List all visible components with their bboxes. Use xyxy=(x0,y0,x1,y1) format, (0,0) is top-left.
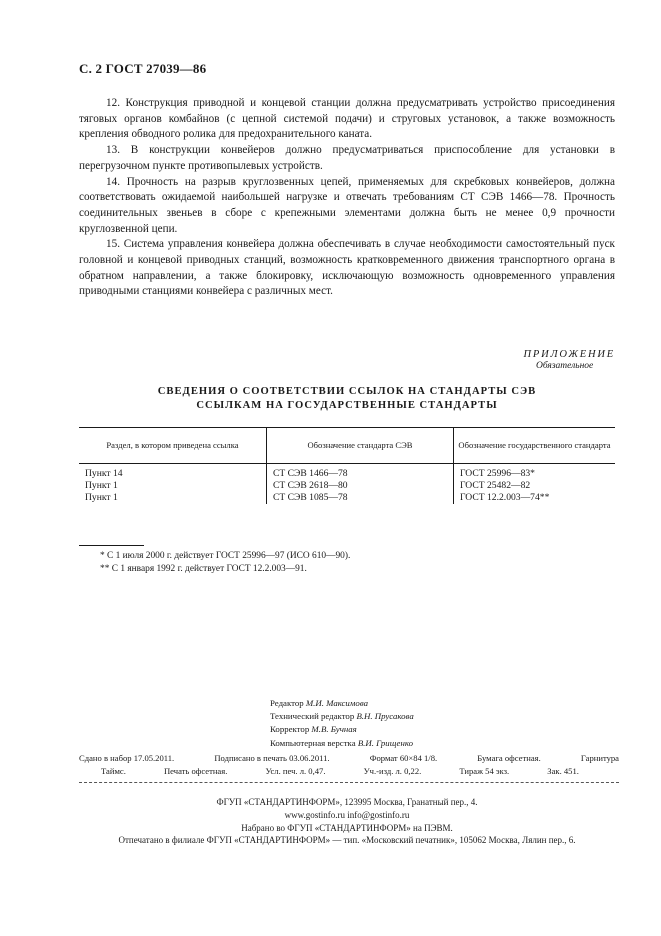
staff-line xyxy=(270,710,414,723)
table-cell-sev: СТ СЭВ 1466—78 xyxy=(267,464,454,481)
imprint-paper: Бумага офсетная. xyxy=(477,753,541,763)
staff-name: В.Н. Прусакова xyxy=(356,711,414,722)
imprint-order: Зак. 451. xyxy=(547,765,579,776)
annex-title: ПРИЛОЖЕНИЕ xyxy=(523,349,615,360)
footnote-divider xyxy=(79,545,144,546)
table-cell-section: Пункт 14 xyxy=(85,468,123,479)
staff-name: В.И. Грищенко xyxy=(357,737,413,748)
table-cell-gost: ГОСТ 25482—82 xyxy=(454,480,616,492)
paragraph-12: 12. Конструкция приводной и концевой станции должна предусматривать устройство присоединения тяговых органов комбайнов (с цепной системой подачи) и струговых установок, а также возможность крепления обводного ролика для предохранительного каната. xyxy=(79,97,615,141)
staff-line xyxy=(270,697,414,710)
imprint-row-2 xyxy=(79,765,619,778)
table-cell-sev: СТ СЭВ 2618—80 xyxy=(267,480,454,492)
page-header: С. 2 ГОСТ 27039—86 xyxy=(79,61,207,76)
table-row xyxy=(79,492,615,504)
staff-role: Корректор xyxy=(270,724,310,735)
staff-role: Редактор xyxy=(270,698,304,708)
table-cell-section: Пункт 1 xyxy=(85,492,118,503)
table-cell-gost: ГОСТ 25996—83* xyxy=(454,464,616,481)
editorial-staff xyxy=(270,697,414,750)
publisher-address: ФГУП «СТАНДАРТИНФОРМ», 123995 Москва, Гранатный пер., 4. xyxy=(216,797,478,807)
staff-role: Компьютерная верстка xyxy=(270,737,356,748)
publisher-printed: Отпечатано в филиале ФГУП «СТАНДАРТИНФОРМ» — тип. «Московский печатник», 105062 Москва, Лялин пер., 6. xyxy=(118,835,576,846)
imprint-typeface-label: Гарнитура xyxy=(580,753,619,763)
imprint-divider xyxy=(79,782,619,783)
staff-line xyxy=(270,723,414,736)
imprint-format: Формат 60×84 1/8. xyxy=(369,753,438,763)
table-row xyxy=(79,480,615,492)
table-cell-gost: ГОСТ 12.2.003—74** xyxy=(454,492,616,504)
staff-name: М.В. Бучная xyxy=(311,724,357,735)
table-row xyxy=(79,464,615,481)
imprint-print-sheets: Усл. печ. л. 0,47. xyxy=(265,765,326,776)
publisher-typeset: Набрано во ФГУП «СТАНДАРТИНФОРМ» на ПЭВМ. xyxy=(241,822,453,833)
footnote-2: ** С 1 января 1992 г. действует ГОСТ 12.2.003—91. xyxy=(100,564,307,575)
table-header-row xyxy=(79,428,615,464)
print-imprint xyxy=(79,752,619,777)
imprint-row-1 xyxy=(79,752,619,765)
publisher-web: www.gostinfo.ru info@gostinfo.ru xyxy=(284,809,410,820)
table-header-section: Раздел, в котором приведена ссылка xyxy=(79,428,267,464)
imprint-sign-date: Подписано в печать 03.06.2011. xyxy=(214,753,330,763)
publisher-info xyxy=(79,796,615,847)
footnotes xyxy=(100,550,350,576)
table-cell-sev: СТ СЭВ 1085—78 xyxy=(267,492,454,504)
table-title-line-2: ССЫЛКАМ НА ГОСУДАРСТВЕННЫЕ СТАНДАРТЫ xyxy=(196,399,498,411)
table-cell-section: Пункт 1 xyxy=(85,480,118,491)
body-text xyxy=(79,96,615,300)
annex-subtitle: Обязательное xyxy=(536,361,594,371)
staff-role: Технический редактор xyxy=(270,711,355,722)
imprint-pub-sheets: Уч.-изд. л. 0,22. xyxy=(363,765,422,776)
footnote-1: * С 1 июля 2000 г. действует ГОСТ 25996—97 (ИСО 610—90). xyxy=(100,551,351,561)
table-title xyxy=(79,385,615,412)
table-title-line-1: СВЕДЕНИЯ О СООТВЕТСТВИИ ССЫЛОК НА СТАНДАРТЫ СЭВ xyxy=(157,386,537,397)
table-header-sev: Обозначение стандарта СЭВ xyxy=(267,428,454,464)
paragraph-15: 15. Система управления конвейера должна обеспечивать в случае необходимости самостоятельный пуск головной и концевой приводных станций, возможность кратковременного движения транспортного органа в обратном направлении, а также блокировку, исключающую возможность одновременного управления приводными станциями конвейера с различных мест. xyxy=(79,238,615,298)
table-header-gost: Обозначение государственного стандарта xyxy=(454,428,616,464)
imprint-circulation: Тираж 54 экз. xyxy=(459,765,510,776)
paragraph-14: 14. Прочность на разрыв круглозвенных цепей, применяемых для скребковых конвейеров, должна соответствовать ожидаемой наибольшей нагрузке и отвечать требованиям СТ СЭВ 1466—78. Прочность соединительных звеньев в сборе с крепежными элементами должна быть не менее 0,9 прочности круглозвенной цепи. xyxy=(79,175,615,235)
staff-name: М.И. Максимова xyxy=(305,698,368,708)
imprint-print-type: Печать офсетная. xyxy=(163,765,228,776)
reference-table xyxy=(79,427,615,504)
paragraph-13: 13. В конструкции конвейеров должно предусматриваться приспособление для установки в перегрузочном пункте противопылевых устройств. xyxy=(79,144,615,172)
imprint-typeface: Таймс. xyxy=(101,765,126,776)
staff-line xyxy=(270,737,414,750)
imprint-set-date: Сдано в набор 17.05.2011. xyxy=(79,753,175,763)
